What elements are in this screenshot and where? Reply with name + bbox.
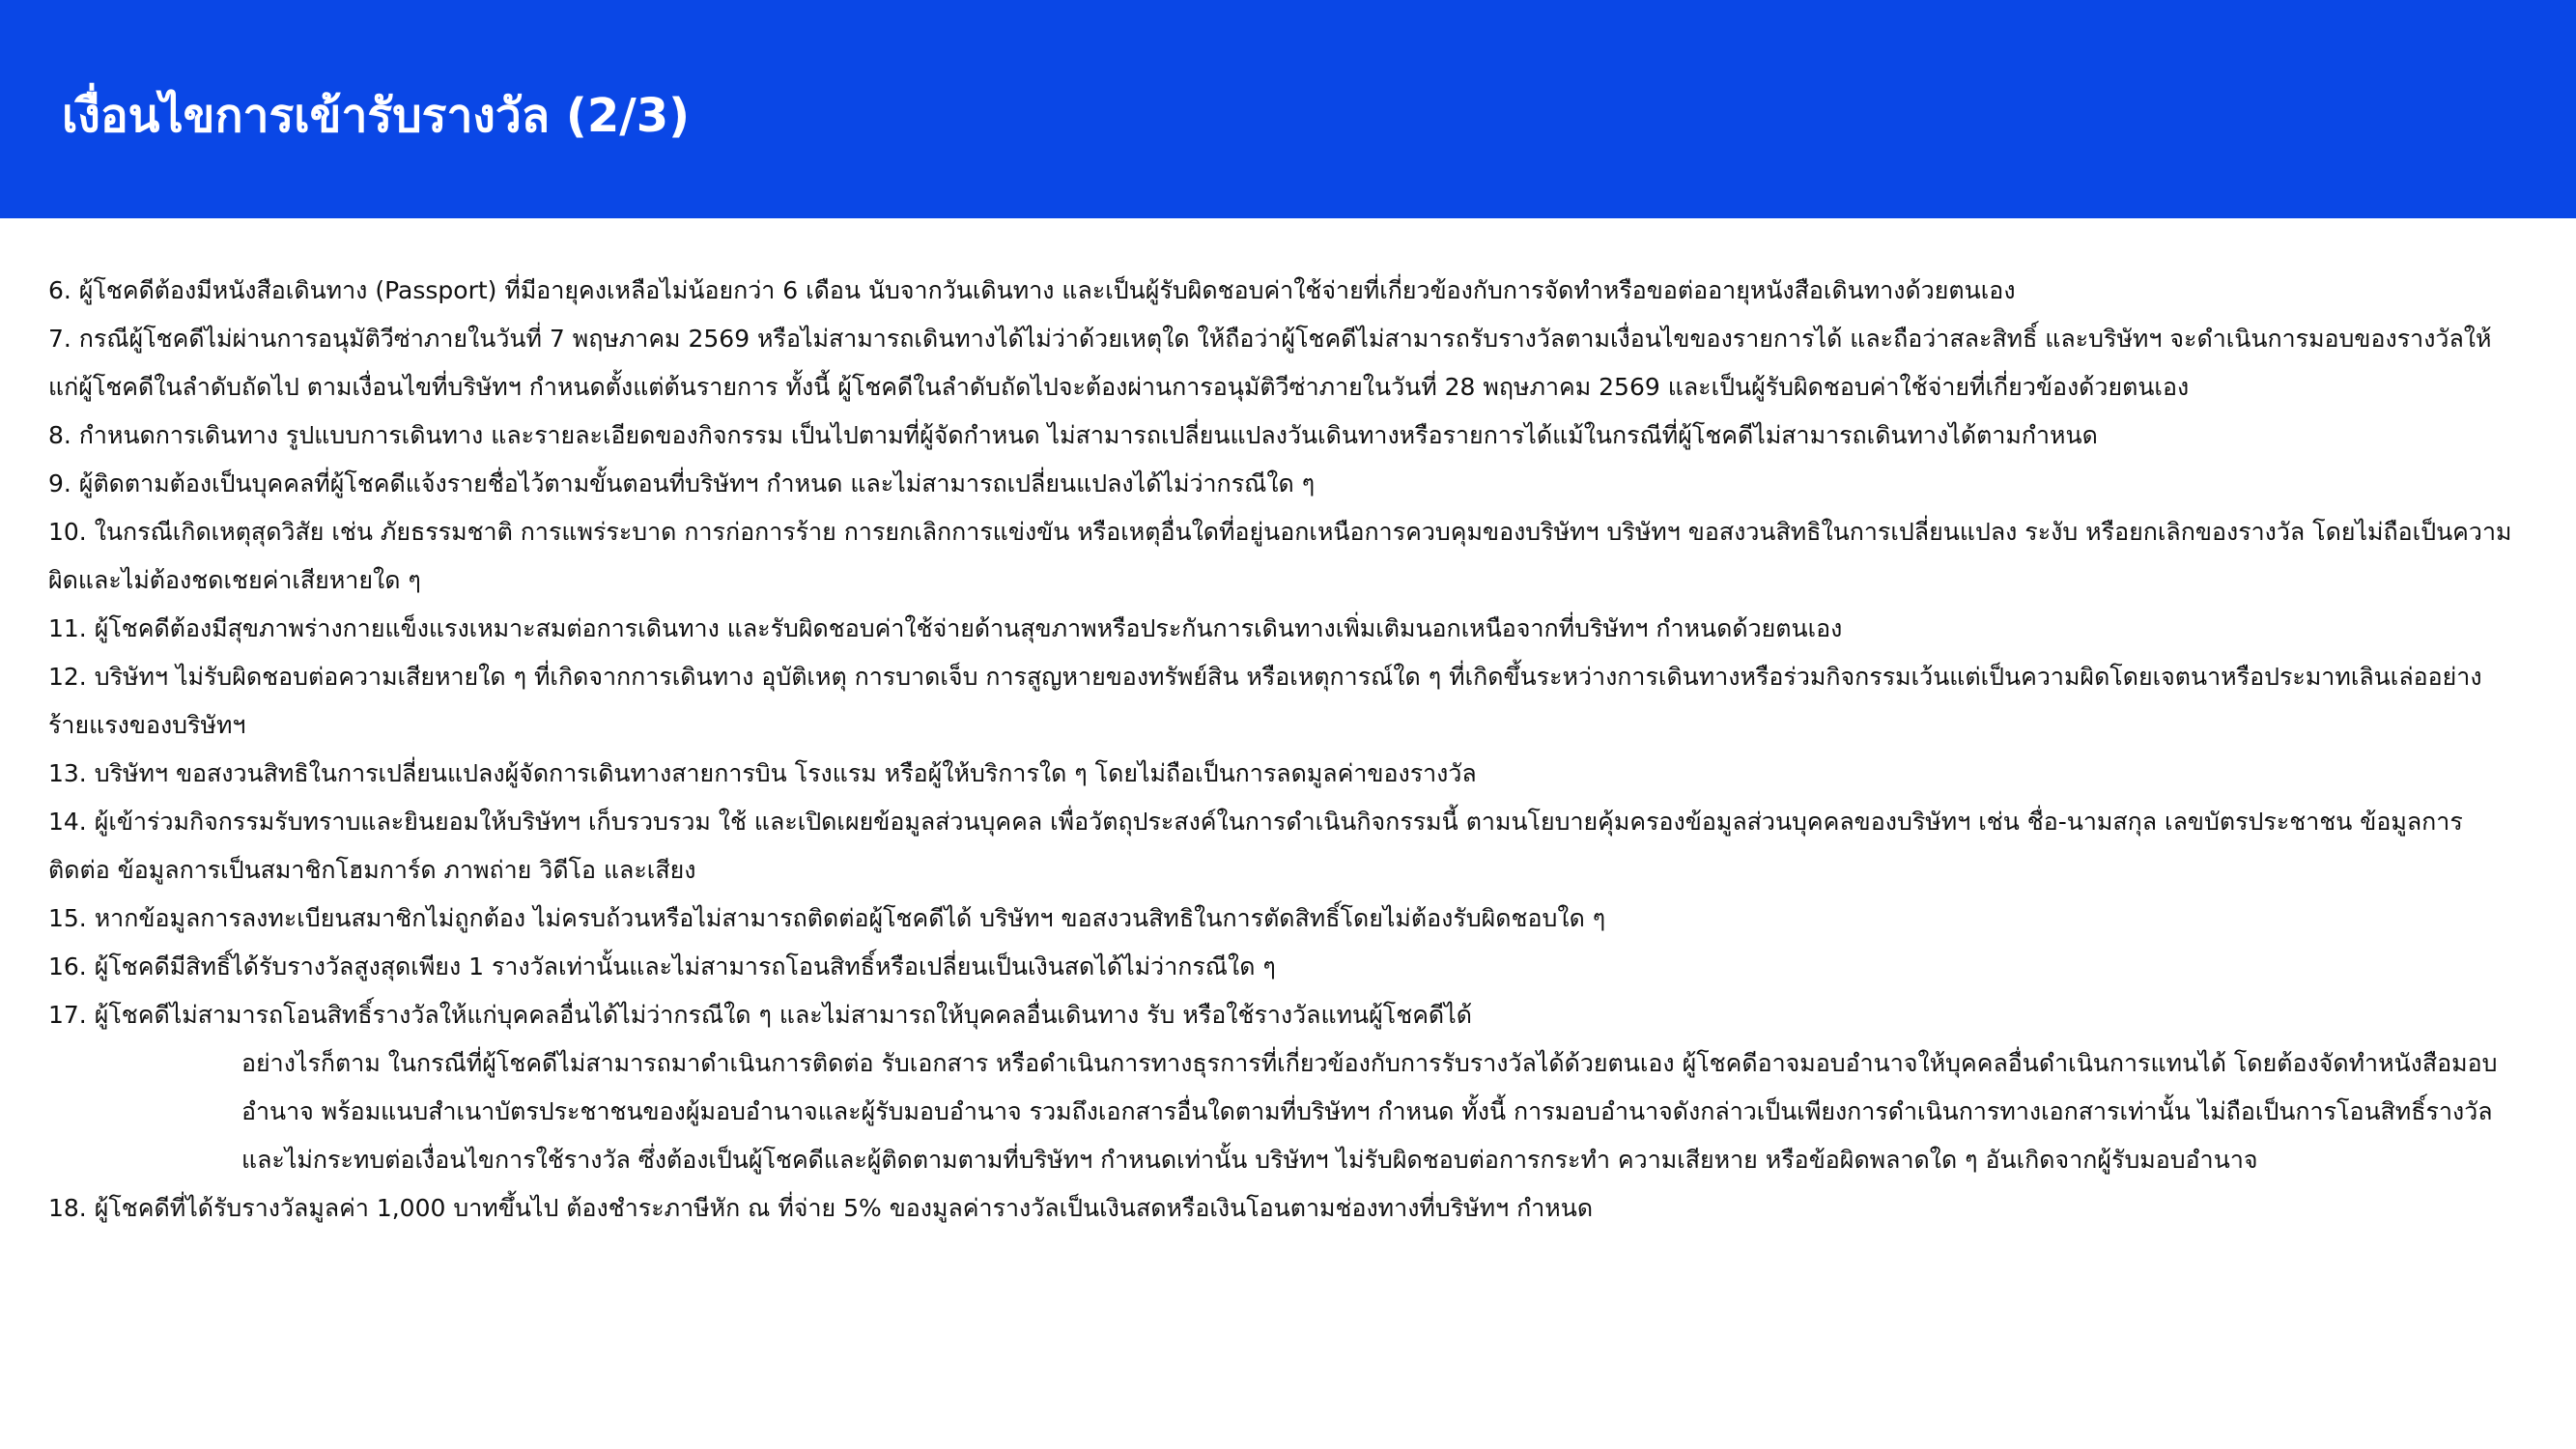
condition-item-13: 13. บริษัทฯ ขอสงวนสิทธิในการเปลี่ยนแปลงผู้จัดการเดินทางสายการบิน โรงแรม หรือผู้ให้บริการใด ๆ โดยไม่ถือเป็นการลดมูลค่าของรางวัล [48,759,1477,787]
condition-item-11: 11. ผู้โชคดีต้องมีสุขภาพร่างกายแข็งแรงเหมาะสมต่อการเดินทาง และรับผิดชอบค่าใช้จ่ายด้านสุขภาพหรือประกันการเดินทางเพิ่มเติมนอกเหนือจากที่บริษัทฯ กำหนดด้วยตนเอง [48,614,1843,642]
condition-item-8: 8. กำหนดการเดินทาง รูปแบบการเดินทาง และรายละเอียดของกิจกรรม เป็นไปตามที่ผู้จัดกำหนด ไม่สามารถเปลี่ยนแปลงวันเดินทางหรือรายการได้แม้ในกรณีที่ผู้โชคดีไม่สามารถเดินทางได้ตามกำหนด [48,421,2098,449]
condition-item-16: 16. ผู้โชคดีมีสิทธิ์ได้รับรางวัลสูงสุดเพียง 1 รางวัลเท่านั้นและไม่สามารถโอนสิทธิ์หรือเปลี่ยนเป็นเงินสดได้ไม่ว่ากรณีใด ๆ [48,952,1276,980]
condition-17-note: อย่างไรก็ตาม ในกรณีที่ผู้โชคดีไม่สามารถมาดำเนินการติดต่อ รับเอกสาร หรือดำเนินการทางธุรการที่เกี่ยวข้องกับการรับรางวัลได้ด้วยตนเอง ผู้โชคดีอาจมอบอำนาจให้บุคคลอื่นดำเนินการแทนได้ โดยต้องจัดทำหนังสือมอบอำนาจ พร้อมแนบสำเนาบัตรประชาชนของผู้มอบอำนาจและผู้รับมอบอำนาจ รวมถึงเอกสารอื่นใดตามที่บริษัทฯ กำหนด ทั้งนี้ การมอบอำนาจดังกล่าวเป็นเพียงการดำเนินการทางเอกสารเท่านั้น ไม่ถือเป็นการโอนสิทธิ์รางวัล และไม่กระทบต่อเงื่อนไขการใช้รางวัล ซึ่งต้องเป็นผู้โชคดีและผู้ติดตามตามที่บริษัทฯ กำหนดเท่านั้น บริษัทฯ ไม่รับผิดชอบต่อการกระทำ ความเสียหาย หรือข้อผิดพลาดใด ๆ อันเกิดจากผู้รับมอบอำนาจ [241,1049,2498,1174]
condition-item-15: 15. หากข้อมูลการลงทะเบียนสมาชิกไม่ถูกต้อง ไม่ครบถ้วนหรือไม่สามารถติดต่อผู้โชคดีได้ บริษัทฯ ขอสงวนสิทธิในการตัดสิทธิ์โดยไม่ต้องรับผิดชอบใด ๆ [48,904,1606,932]
header-bar [0,0,2576,218]
condition-item-6: 6. ผู้โชคดีต้องมีหนังสือเดินทาง (Passport) ที่มีอายุคงเหลือไม่น้อยกว่า 6 เดือน นับจากวันเดินทาง และเป็นผู้รับผิดชอบค่าใช้จ่ายที่เกี่ยวข้องกับการจัดทำหรือขอต่ออายุหนังสือเดินทางด้วยตนเอง [48,276,2016,304]
condition-item-14: 14. ผู้เข้าร่วมกิจกรรมรับทราบและยินยอมให้บริษัทฯ เก็บรวบรวม ใช้ และเปิดเผยข้อมูลส่วนบุคคล เพื่อวัตถุประสงค์ในการดำเนินกิจกรรมนี้ ตามนโยบายคุ้มครองข้อมูลส่วนบุคคลของบริษัทฯ เช่น ชื่อ-นามสกุล เลขบัตรประชาชน ข้อมูลการติดต่อ ข้อมูลการเป็นสมาชิกโฮมการ์ด ภาพถ่าย วิดีโอ และเสียง [48,808,2463,884]
condition-item-18: 18. ผู้โชคดีที่ได้รับรางวัลมูลค่า 1,000 บาทขึ้นไป ต้องชำระภาษีหัก ณ ที่จ่าย 5% ของมูลค่ารางวัลเป็นเงินสดหรือเงินโอนตามช่องทางที่บริษัทฯ กำหนด [48,1194,1594,1222]
condition-item-9: 9. ผู้ติดตามต้องเป็นบุคคลที่ผู้โชคดีแจ้งรายชื่อไว้ตามขั้นตอนที่บริษัทฯ กำหนด และไม่สามารถเปลี่ยนแปลงได้ไม่ว่ากรณีใด ๆ [48,469,1316,497]
condition-item-7: 7. กรณีผู้โชคดีไม่ผ่านการอนุมัติวีซ่าภายในวันที่ 7 พฤษภาคม 2569 หรือไม่สามารถเดินทางได้ไม่ว่าด้วยเหตุใด ให้ถือว่าผู้โชคดีไม่สามารถรับรางวัลตามเงื่อนไขของรายการได้ และถือว่าสละสิทธิ์ และบริษัทฯ จะดำเนินการมอบของรางวัลให้แก่ผู้โชคดีในลำดับถัดไป ตามเงื่อนไขที่บริษัทฯ กำหนดตั้งแต่ต้นรายการ ทั้งนี้ ผู้โชคดีในลำดับถัดไปจะต้องผ่านการอนุมัติวีซ่าภายในวันที่ 28 พฤษภาคม 2569 และเป็นผู้รับผิดชอบค่าใช้จ่ายที่เกี่ยวข้องด้วยตนเอง [48,325,2492,401]
condition-item-17: 17. ผู้โชคดีไม่สามารถโอนสิทธิ์รางวัลให้แก่บุคคลอื่นได้ไม่ว่ากรณีใด ๆ และไม่สามารถให้บุคคลอื่นเดินทาง รับ หรือใช้รางวัลแทนผู้โชคดีได้ [48,1001,1472,1029]
condition-item-12: 12. บริษัทฯ ไม่รับผิดชอบต่อความเสียหายใด ๆ ที่เกิดจากการเดินทาง อุบัติเหตุ การบาดเจ็บ การสูญหายของทรัพย์สิน หรือเหตุการณ์ใด ๆ ที่เกิดขึ้นระหว่างการเดินทางหรือร่วมกิจกรรมเว้นแต่เป็นความผิดโดยเจตนาหรือประมาทเลินเล่ออย่างร้ายแรงของบริษัทฯ [48,663,2482,739]
condition-item-10: 10. ในกรณีเกิดเหตุสุดวิสัย เช่น ภัยธรรมชาติ การแพร่ระบาด การก่อการร้าย การยกเลิกการแข่งขัน หรือเหตุอื่นใดที่อยู่นอกเหนือการควบคุมของบริษัทฯ บริษัทฯ ขอสงวนสิทธิในการเปลี่ยนแปลง ระงับ หรือยกเลิกของรางวัล โดยไม่ถือเป็นความผิดและไม่ต้องชดเชยค่าเสียหายใด ๆ [48,518,2512,594]
page-title: เงื่อนไขการเข้ารับรางวัล (2/3) [62,89,691,143]
conditions-list [48,267,2521,1233]
